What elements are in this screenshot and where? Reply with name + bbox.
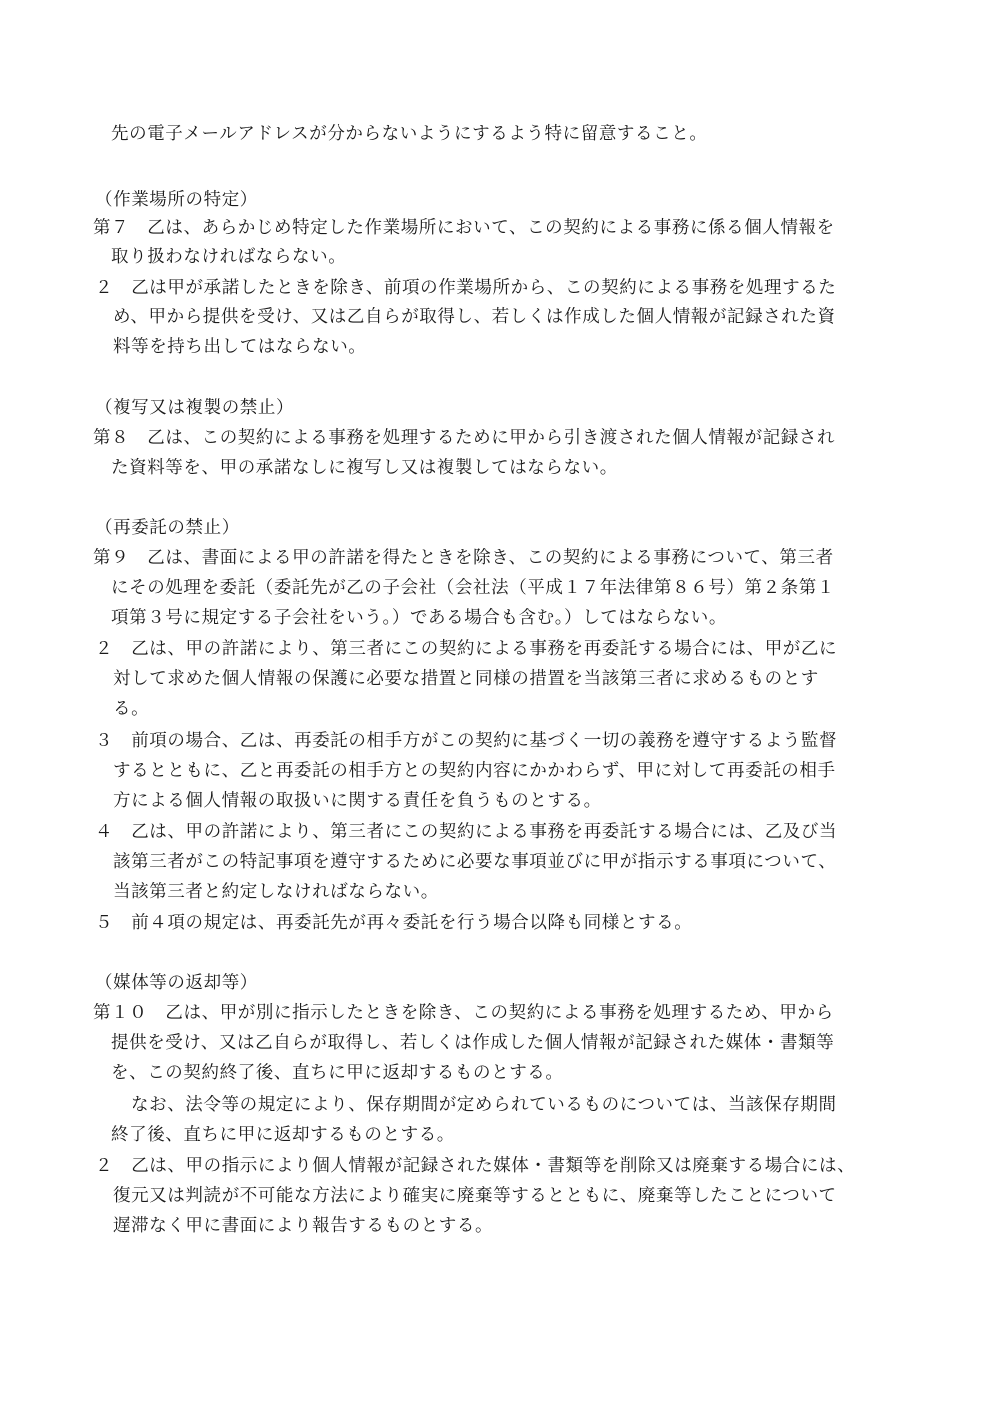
article-9-para-2-line-3: る。 xyxy=(113,699,150,719)
article-10-para-2-line-1: ２ 乙は、甲の指示により個人情報が記録された媒体・書類等を削除又は廃棄する場合には、 xyxy=(95,1156,856,1176)
article-9-para-3-line-2: するとともに、乙と再委託の相手方との契約内容にかかわらず、甲に対して再委託の相手 xyxy=(113,761,836,781)
article-9-para-2-line-2: 対して求めた個人情報の保護に必要な措置と同様の措置を当該第三者に求めるものとす xyxy=(113,669,819,689)
article-9-line-2: にその処理を委託（委託先が乙の子会社（会社法（平成１７年法律第８６号）第２条第１ xyxy=(111,578,835,598)
article-9-para-3-line-3: 方による個人情報の取扱いに関する責任を負うものとする。 xyxy=(113,791,602,811)
article-10-note-line-2: 終了後、直ちに甲に返却するものとする。 xyxy=(111,1125,455,1145)
section-heading: （媒体等の返却等） xyxy=(95,973,258,993)
article-9-para-2-line-1: ２ 乙は、甲の許諾により、第三者にこの契約による事務を再委託する場合には、甲が乙に xyxy=(95,639,838,659)
article-10-note-line-1: なお、法令等の規定により、保存期間が定められているものについては、当該保存期間 xyxy=(131,1095,837,1115)
article-9-para-4-line-2: 該第三者がこの特記事項を遵守するために必要な事項並びに甲が指示する事項について、 xyxy=(113,852,837,872)
article-7-line-2: 取り扱わなければならない。 xyxy=(111,247,347,267)
article-8-line-2: た資料等を、甲の承諾なしに複写し又は複製してはならない。 xyxy=(111,458,618,478)
article-8-line-1: 第８ 乙は、この契約による事務を処理するために甲から引き渡された個人情報が記録され xyxy=(93,428,836,448)
article-7-para-2-line-2: め、甲から提供を受け、又は乙自らが取得し、若しくは作成した個人情報が記録された資 xyxy=(113,307,836,327)
article-10-para-2-line-2: 復元又は判読が不可能な方法により確実に廃棄等するとともに、廃棄等したことについて xyxy=(113,1186,837,1206)
article-7-line-1: 第７ 乙は、あらかじめ特定した作業場所において、この契約による事務に係る個人情報を xyxy=(93,218,835,238)
article-7-para-2-line-1: ２ 乙は甲が承諾したときを除き、前項の作業場所から、この契約による事務を処理するた xyxy=(95,278,837,298)
article-9-para-4-line-1: ４ 乙は、甲の許諾により、第三者にこの契約による事務を再委託する場合には、乙及び当 xyxy=(95,822,838,842)
article-9-para-5-line-1: ５ 前４項の規定は、再委託先が再々委託を行う場合以降も同様とする。 xyxy=(95,913,693,933)
article-9-line-1: 第９ 乙は、書面による甲の許諾を得たときを除き、この契約による事務について、第三者 xyxy=(93,548,834,568)
article-10-line-3: を、この契約終了後、直ちに甲に返却するものとする。 xyxy=(111,1063,564,1083)
section-heading: （複写又は複製の禁止） xyxy=(95,398,295,418)
continuation-line: 先の電子メールアドレスが分からないようにするよう特に留意すること。 xyxy=(111,124,708,144)
article-10-line-1: 第１０ 乙は、甲が別に指示したときを除き、この契約による事務を処理するため、甲から xyxy=(93,1003,834,1023)
section-heading: （作業場所の特定） xyxy=(95,190,258,210)
article-9-line-3: 項第３号に規定する子会社をいう。）である場合も含む。）してはならない。 xyxy=(111,608,727,628)
article-10-para-2-line-3: 遅滞なく甲に書面により報告するものとする。 xyxy=(113,1216,494,1236)
article-7-para-2-line-3: 料等を持ち出してはならない。 xyxy=(113,337,367,357)
section-heading: （再委託の禁止） xyxy=(95,518,240,538)
article-10-line-2: 提供を受け、又は乙自らが取得し、若しくは作成した個人情報が記録された媒体・書類等 xyxy=(111,1033,835,1053)
article-9-para-3-line-1: ３ 前項の場合、乙は、再委託の相手方がこの契約に基づく一切の義務を遵守するよう監督 xyxy=(95,731,838,751)
article-9-para-4-line-3: 当該第三者と約定しなければならない。 xyxy=(113,882,439,902)
